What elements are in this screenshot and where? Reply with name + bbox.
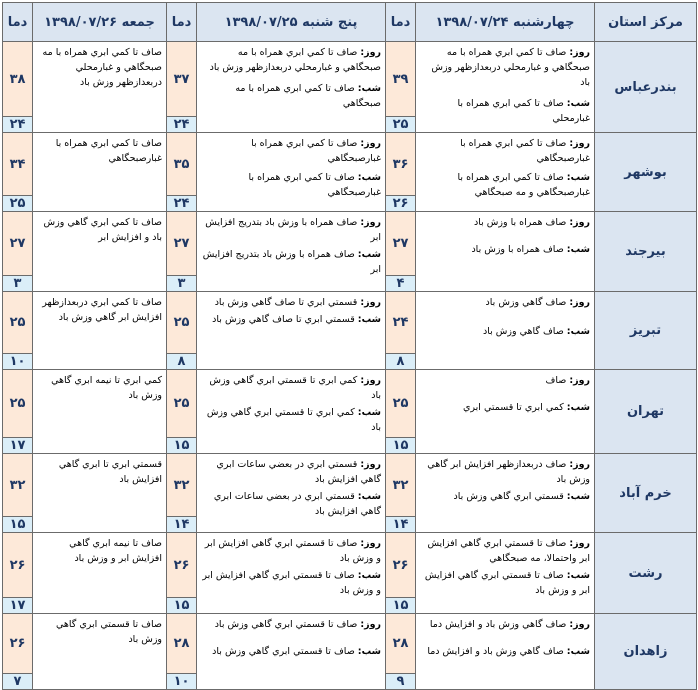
min-temp: ۱۵ <box>386 438 416 454</box>
night-label: شب: <box>357 407 381 418</box>
night-label: شب: <box>566 244 590 255</box>
forecast-day3: قسمتي ابري تا ابري گاهي افزايش باد <box>33 454 167 533</box>
night-text: کمي ابري تا قسمتي ابري <box>462 402 564 413</box>
day-label: روز: <box>569 459 590 470</box>
day-label: روز: <box>569 138 590 149</box>
night-label: شب: <box>357 172 381 183</box>
min-temp: ۳ <box>167 276 197 292</box>
min-temp: ۱۵ <box>167 598 197 614</box>
min-temp: ۱۵ <box>386 598 416 614</box>
night-text: صاف تا کمي ابري همراه با غبارمحلي <box>457 98 590 124</box>
province-name: زاهدان <box>595 614 697 690</box>
table-row <box>3 454 697 517</box>
day-label: روز: <box>569 297 590 308</box>
night-label: شب: <box>357 570 381 581</box>
max-temp: ۲۵ <box>386 370 416 438</box>
forecast-day1 <box>416 292 595 370</box>
forecast-table <box>2 2 697 690</box>
province-name: تبریز <box>595 292 697 370</box>
header-temp3: دما <box>3 3 33 42</box>
night-text: صاف تا کمي ابري همراه با مه صبحگاهي <box>235 83 381 109</box>
min-temp: ۲۴ <box>167 117 197 133</box>
province-name: بندرعباس <box>595 42 697 133</box>
night-text: صاف تا قسمتي ابري گاهي افزايش ابر و وزش باد <box>202 570 381 596</box>
max-temp: ۲۵ <box>3 370 33 438</box>
min-temp: ۸ <box>386 354 416 370</box>
header-temp2: دما <box>167 3 197 42</box>
table-row <box>3 133 697 196</box>
min-temp: ۲۶ <box>386 196 416 212</box>
min-temp: ۲۴ <box>167 196 197 212</box>
night-label: شب: <box>566 402 590 413</box>
forecast-day2 <box>197 212 386 292</box>
night-text: کمي ابري تا قسمتي ابري گاهي وزش باد <box>206 407 381 433</box>
max-temp: ۲۵ <box>167 292 197 354</box>
forecast-day1 <box>416 614 595 690</box>
max-temp: ۲۶ <box>386 533 416 598</box>
table-row <box>3 370 697 438</box>
day-text: صاف تا کمي ابري همراه با مه صبحگاهي و غبارمحلي دربعدازظهر وزش باد <box>209 47 381 73</box>
max-temp: ۳۲ <box>3 454 33 517</box>
forecast-day3: صاف تا کمي ابري همراه با مه صبحگاهي و غبارمحلي دربعدازظهر وزش باد <box>33 42 167 133</box>
night-text: صاف تا کمي ابري همراه با غبارصبحگاهي <box>248 172 381 198</box>
night-label: شب: <box>357 83 381 94</box>
max-temp: ۲۸ <box>167 614 197 674</box>
night-text: قسمتي ابري گاهي وزش باد <box>453 491 564 502</box>
day-label: روز: <box>569 619 590 630</box>
day-text: صاف تا کمي ابري همراه با مه صبحگاهي و غبارمحلي دربعدازظهر وزش باد <box>431 47 590 88</box>
max-temp: ۲۴ <box>386 292 416 354</box>
day-text: صاف گاهي وزش باد <box>485 297 567 308</box>
night-text: قسمتي ابري در بعضي ساعات ابري گاهي افزايش باد <box>213 491 381 517</box>
min-temp: ۲۵ <box>386 117 416 133</box>
table-row <box>3 212 697 276</box>
min-temp: ۹ <box>386 674 416 690</box>
min-temp: ۸ <box>167 354 197 370</box>
forecast-day3: صاف تا کمي ابري گاهي وزش باد و افزايش ابر <box>33 212 167 292</box>
night-label: شب: <box>566 646 590 657</box>
province-name: بیرجند <box>595 212 697 292</box>
forecast-day2 <box>197 614 386 690</box>
day-text: صاف تا قسمتي ابري گاهي افزايش ابر واحتمالا، مه صبحگاهي <box>427 538 590 564</box>
max-temp: ۲۷ <box>3 212 33 276</box>
night-label: شب: <box>566 98 590 109</box>
forecast-day1 <box>416 370 595 454</box>
max-temp: ۳۶ <box>386 133 416 196</box>
day-text: صاف تا کمي ابري همراه با غبارصبحگاهي <box>251 138 381 164</box>
min-temp: ۷ <box>3 674 33 690</box>
forecast-day2 <box>197 454 386 533</box>
day-text: صاف <box>545 375 567 386</box>
max-temp: ۲۷ <box>386 212 416 276</box>
day-label: روز: <box>360 375 381 386</box>
night-text: صاف گاهي وزش باد <box>483 326 564 337</box>
day-label: روز: <box>360 47 381 58</box>
min-temp: ۱۷ <box>3 438 33 454</box>
forecast-day2 <box>197 292 386 370</box>
header-day3: جمعه ۱۳۹۸/۰۷/۲۶ <box>33 3 167 42</box>
night-text: صاف همراه با وزش باد <box>471 244 564 255</box>
max-temp: ۳۲ <box>167 454 197 517</box>
max-temp: ۳۴ <box>3 133 33 196</box>
header-province: مرکز استان <box>595 3 697 42</box>
forecast-day1 <box>416 42 595 133</box>
min-temp: ۲۴ <box>3 117 33 133</box>
day-text: صاف تا قسمتي ابري گاهي وزش باد <box>214 619 358 630</box>
day-label: روز: <box>569 538 590 549</box>
max-temp: ۳۷ <box>167 42 197 117</box>
night-text: قسمتي ابري تا صاف گاهي وزش باد <box>212 314 355 325</box>
night-label: شب: <box>357 314 381 325</box>
day-text: کمي ابري تا قسمتي ابري گاهي وزش باد <box>209 375 381 401</box>
max-temp: ۲۷ <box>167 212 197 276</box>
night-text: صاف تا کمي ابري همراه با غبارصبحگاهي و مه صبحگاهي <box>457 172 590 198</box>
day-label: روز: <box>360 538 381 549</box>
max-temp: ۳۹ <box>386 42 416 117</box>
night-text: صاف تا قسمتي ابري گاهي افزايش ابر و وزش باد <box>424 570 590 596</box>
min-temp: ۱۰ <box>167 674 197 690</box>
max-temp: ۲۶ <box>167 533 197 598</box>
forecast-day3: کمي ابري تا نيمه ابري گاهي وزش باد <box>33 370 167 454</box>
day-text: صاف همراه با وزش باد <box>473 217 567 228</box>
night-label: شب: <box>566 570 590 581</box>
day-label: روز: <box>360 138 381 149</box>
province-name: تهران <box>595 370 697 454</box>
forecast-day2 <box>197 533 386 614</box>
forecast-day1 <box>416 133 595 212</box>
table-row <box>3 614 697 674</box>
day-text: صاف دربعدازظهر افزايش ابر گاهي وزش باد <box>427 459 590 485</box>
forecast-day3: صاف تا نيمه ابري گاهي افزايش ابر و وزش باد <box>33 533 167 614</box>
min-temp: ۱۷ <box>3 598 33 614</box>
day-label: روز: <box>360 297 381 308</box>
forecast-day1 <box>416 533 595 614</box>
min-temp: ۴ <box>386 276 416 292</box>
header-temp1: دما <box>386 3 416 42</box>
day-label: روز: <box>569 217 590 228</box>
night-label: شب: <box>357 249 381 260</box>
night-text: صاف تا قسمتي ابري گاهي وزش باد <box>212 646 355 657</box>
forecast-day2 <box>197 42 386 133</box>
forecast-day2 <box>197 370 386 454</box>
min-temp: ۱۰ <box>3 354 33 370</box>
night-text: صاف گاهي وزش باد و افزايش دما <box>427 646 564 657</box>
max-temp: ۳۸ <box>3 42 33 117</box>
min-temp: ۱۴ <box>386 517 416 533</box>
night-label: شب: <box>357 646 381 657</box>
max-temp: ۳۵ <box>167 133 197 196</box>
day-label: روز: <box>360 217 381 228</box>
min-temp: ۳ <box>3 276 33 292</box>
header-day2: پنج شنبه ۱۳۹۸/۰۷/۲۵ <box>197 3 386 42</box>
day-label: روز: <box>360 619 381 630</box>
night-label: شب: <box>566 172 590 183</box>
max-temp: ۳۲ <box>386 454 416 517</box>
max-temp: ۲۸ <box>386 614 416 674</box>
max-temp: ۲۵ <box>3 292 33 354</box>
header-row <box>3 3 697 42</box>
day-text: قسمتي ابري تا صاف گاهي وزش باد <box>214 297 358 308</box>
max-temp: ۲۶ <box>3 614 33 674</box>
day-label: روز: <box>360 459 381 470</box>
day-text: قسمتي ابري در بعضي ساعات ابري گاهي افزايش باد <box>216 459 381 485</box>
province-name: خرم آباد <box>595 454 697 533</box>
day-label: روز: <box>569 375 590 386</box>
night-label: شب: <box>566 326 590 337</box>
night-label: شب: <box>357 491 381 502</box>
night-text: صاف همراه با وزش باد بتدريج افزايش ابر <box>202 249 381 275</box>
min-temp: ۱۴ <box>167 517 197 533</box>
day-text: صاف تا قسمتي ابري گاهي افزايش ابر و وزش باد <box>204 538 381 564</box>
forecast-day3: صاف تا کمي ابري همراه با غبارصبحگاهي <box>33 133 167 212</box>
min-temp: ۱۵ <box>3 517 33 533</box>
province-name: رشت <box>595 533 697 614</box>
forecast-day3: صاف تا کمي ابري دربعدازظهر افزايش ابر گاهي وزش باد <box>33 292 167 370</box>
day-text: صاف گاهي وزش باد و افزايش دما <box>429 619 567 630</box>
day-label: روز: <box>569 47 590 58</box>
min-temp: ۱۵ <box>167 438 197 454</box>
province-name: بوشهر <box>595 133 697 212</box>
forecast-day2 <box>197 133 386 212</box>
forecast-day3: صاف تا قسمتي ابري گاهي وزش باد <box>33 614 167 690</box>
table-row <box>3 533 697 598</box>
forecast-day1 <box>416 212 595 292</box>
day-text: صاف تا کمي ابري همراه با غبارصبحگاهي <box>460 138 590 164</box>
max-temp: ۲۶ <box>3 533 33 598</box>
max-temp: ۲۵ <box>167 370 197 438</box>
header-day1: چهارشنبه ۱۳۹۸/۰۷/۲۴ <box>416 3 595 42</box>
forecast-day1 <box>416 454 595 533</box>
day-text: صاف همراه با وزش باد بتدريج افزايش ابر <box>205 217 381 243</box>
table-row <box>3 292 697 354</box>
night-label: شب: <box>566 491 590 502</box>
table-row <box>3 42 697 117</box>
min-temp: ۲۵ <box>3 196 33 212</box>
